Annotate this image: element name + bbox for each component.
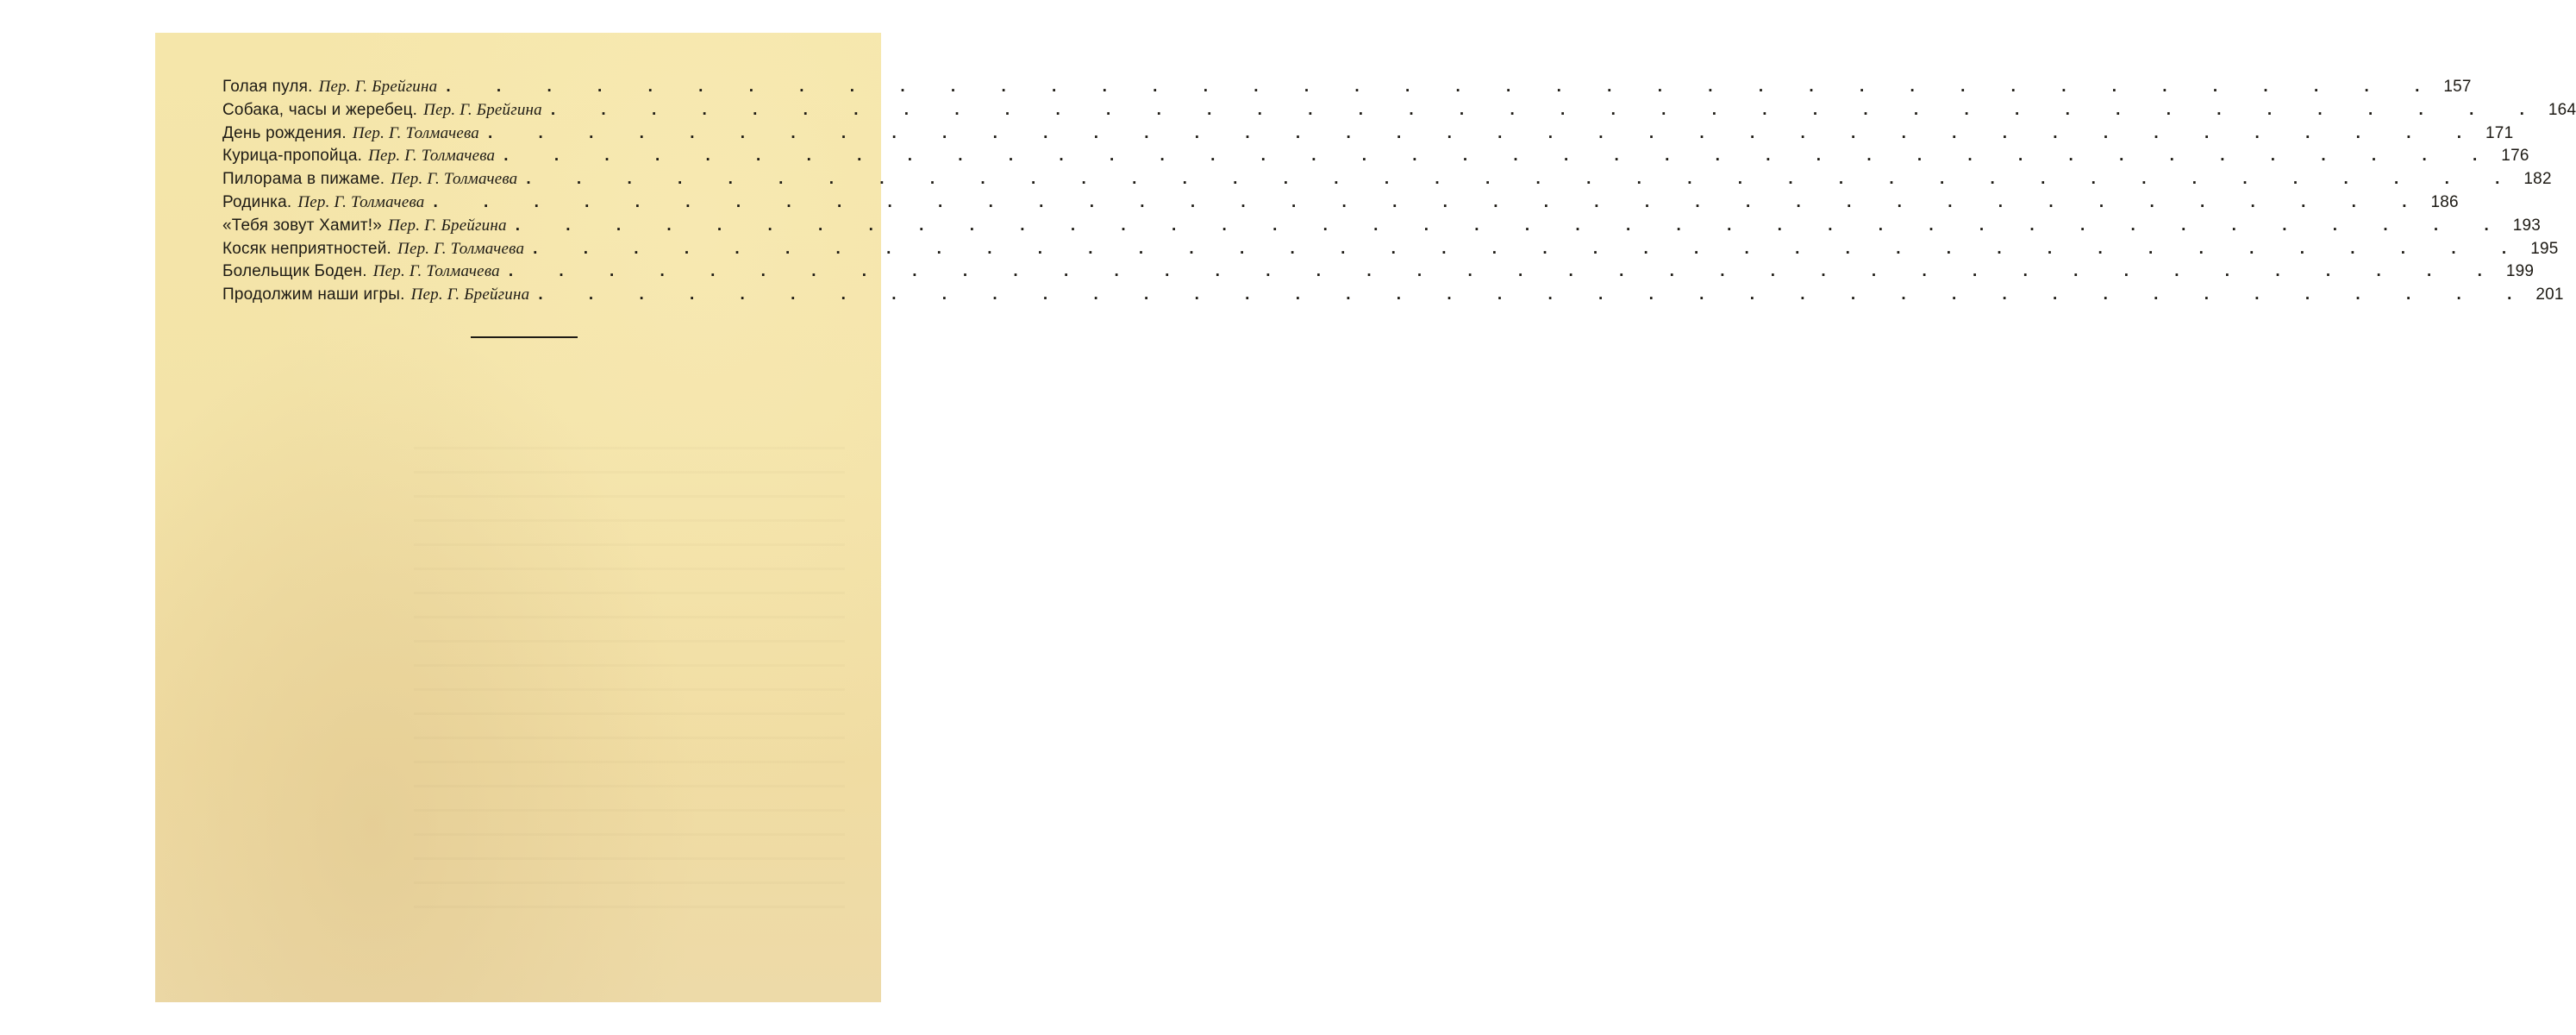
- toc-entry-translator: Пер. Г. Толмачева: [397, 239, 525, 258]
- toc-entry: [222, 147, 2529, 170]
- toc-entry-page: 176: [2501, 147, 2529, 166]
- toc-entry-translator: Пер. Г. Толмачева: [297, 192, 425, 211]
- toc-dot-leader: . . . . . . . . . . . . . . . . . . . . . . . . . . . . . . . . . . . . . . . .: [446, 78, 2441, 96]
- toc-entry-title: «Тебя зовут Хамит!»: [222, 216, 382, 235]
- toc-entry-translator: Пер. Г. Толмачева: [372, 262, 500, 281]
- toc-entry-translator: Пер. Г. Толмачева: [391, 170, 518, 189]
- toc-entry-title: Собака, часы и жеребец.: [222, 100, 418, 119]
- toc-dot-leader: . . . . . . . . . . . . . . . . . . . . . . . . . . . . . . . . . . . . . . . .: [526, 170, 2521, 189]
- toc-dot-leader: . . . . . . . . . . . . . . . . . . . . . . . . . . . . . . . . . . . . . . . .: [433, 192, 2428, 211]
- toc-entry-translator: Пер. Г. Брейгина: [387, 216, 507, 235]
- toc-entry: [222, 123, 2514, 147]
- toc-entry-page: 201: [2535, 285, 2564, 304]
- toc-dot-leader: . . . . . . . . . . . . . . . . . . . . . . . . . . . . . . . . . . . . . . . .: [508, 262, 2503, 281]
- toc-entry-translator: Пер. Г. Брейгина: [423, 100, 542, 119]
- toc-entry-page: 164: [2548, 100, 2576, 119]
- toc-entry-translator: Пер. Г. Толмачева: [368, 147, 496, 166]
- table-of-contents: [222, 78, 2576, 309]
- toc-entry: [222, 100, 2576, 124]
- toc-entry-title: День рождения.: [222, 123, 347, 142]
- toc-entry-page: 199: [2505, 262, 2535, 281]
- book-page: [155, 33, 2576, 1002]
- toc-entry: [222, 285, 2564, 309]
- show-through-text: [414, 447, 845, 930]
- toc-entry-page: 157: [2443, 78, 2472, 96]
- toc-entry-page: 195: [2530, 239, 2559, 258]
- toc-entry-title: Курица-пропойца.: [222, 147, 363, 166]
- toc-entry: [222, 216, 2542, 240]
- toc-entry: [222, 78, 2472, 101]
- toc-dot-leader: . . . . . . . . . . . . . . . . . . . . . . . . . . . . . . . . . . . . . . . .: [488, 123, 2483, 142]
- toc-entry-page: 171: [2485, 123, 2514, 142]
- toc-entry-page: 193: [2512, 216, 2542, 235]
- toc-entry: [222, 262, 2535, 285]
- toc-dot-leader: . . . . . . . . . . . . . . . . . . . . . . . . . . . . . . . . . . . . . . . .: [538, 285, 2533, 304]
- toc-dot-leader: . . . . . . . . . . . . . . . . . . . . . . . . . . . . . . . . . . . . . . . .: [503, 147, 2498, 166]
- toc-entry-title: Болельщик Боден.: [222, 262, 367, 281]
- toc-entry-title: Голая пуля.: [222, 78, 313, 96]
- toc-entry-translator: Пер. Г. Толмачева: [352, 123, 479, 142]
- end-divider-rule: [471, 336, 578, 338]
- toc-dot-leader: . . . . . . . . . . . . . . . . . . . . . . . . . . . . . . . . . . . . . . . .: [515, 216, 2510, 235]
- toc-entry-translator: Пер. Г. Брейгина: [318, 78, 438, 96]
- toc-dot-leader: . . . . . . . . . . . . . . . . . . . . . . . . . . . . . . . . . . . . . . . .: [533, 239, 2528, 258]
- toc-dot-leader: . . . . . . . . . . . . . . . . . . . . . . . . . . . . . . . . . . . . . . . .: [550, 100, 2545, 119]
- toc-entry-page: 186: [2430, 192, 2459, 211]
- toc-entry: [222, 192, 2459, 216]
- toc-entry-title: Продолжим наши игры.: [222, 285, 405, 304]
- toc-entry-page: 182: [2523, 170, 2552, 189]
- toc-entry-title: Косяк неприятностей.: [222, 239, 392, 258]
- toc-entry: [222, 170, 2552, 193]
- toc-entry: [222, 239, 2559, 263]
- toc-entry-title: Родинка.: [222, 192, 292, 211]
- toc-entry-translator: Пер. Г. Брейгина: [410, 285, 530, 304]
- toc-entry-title: Пилорама в пижаме.: [222, 170, 385, 189]
